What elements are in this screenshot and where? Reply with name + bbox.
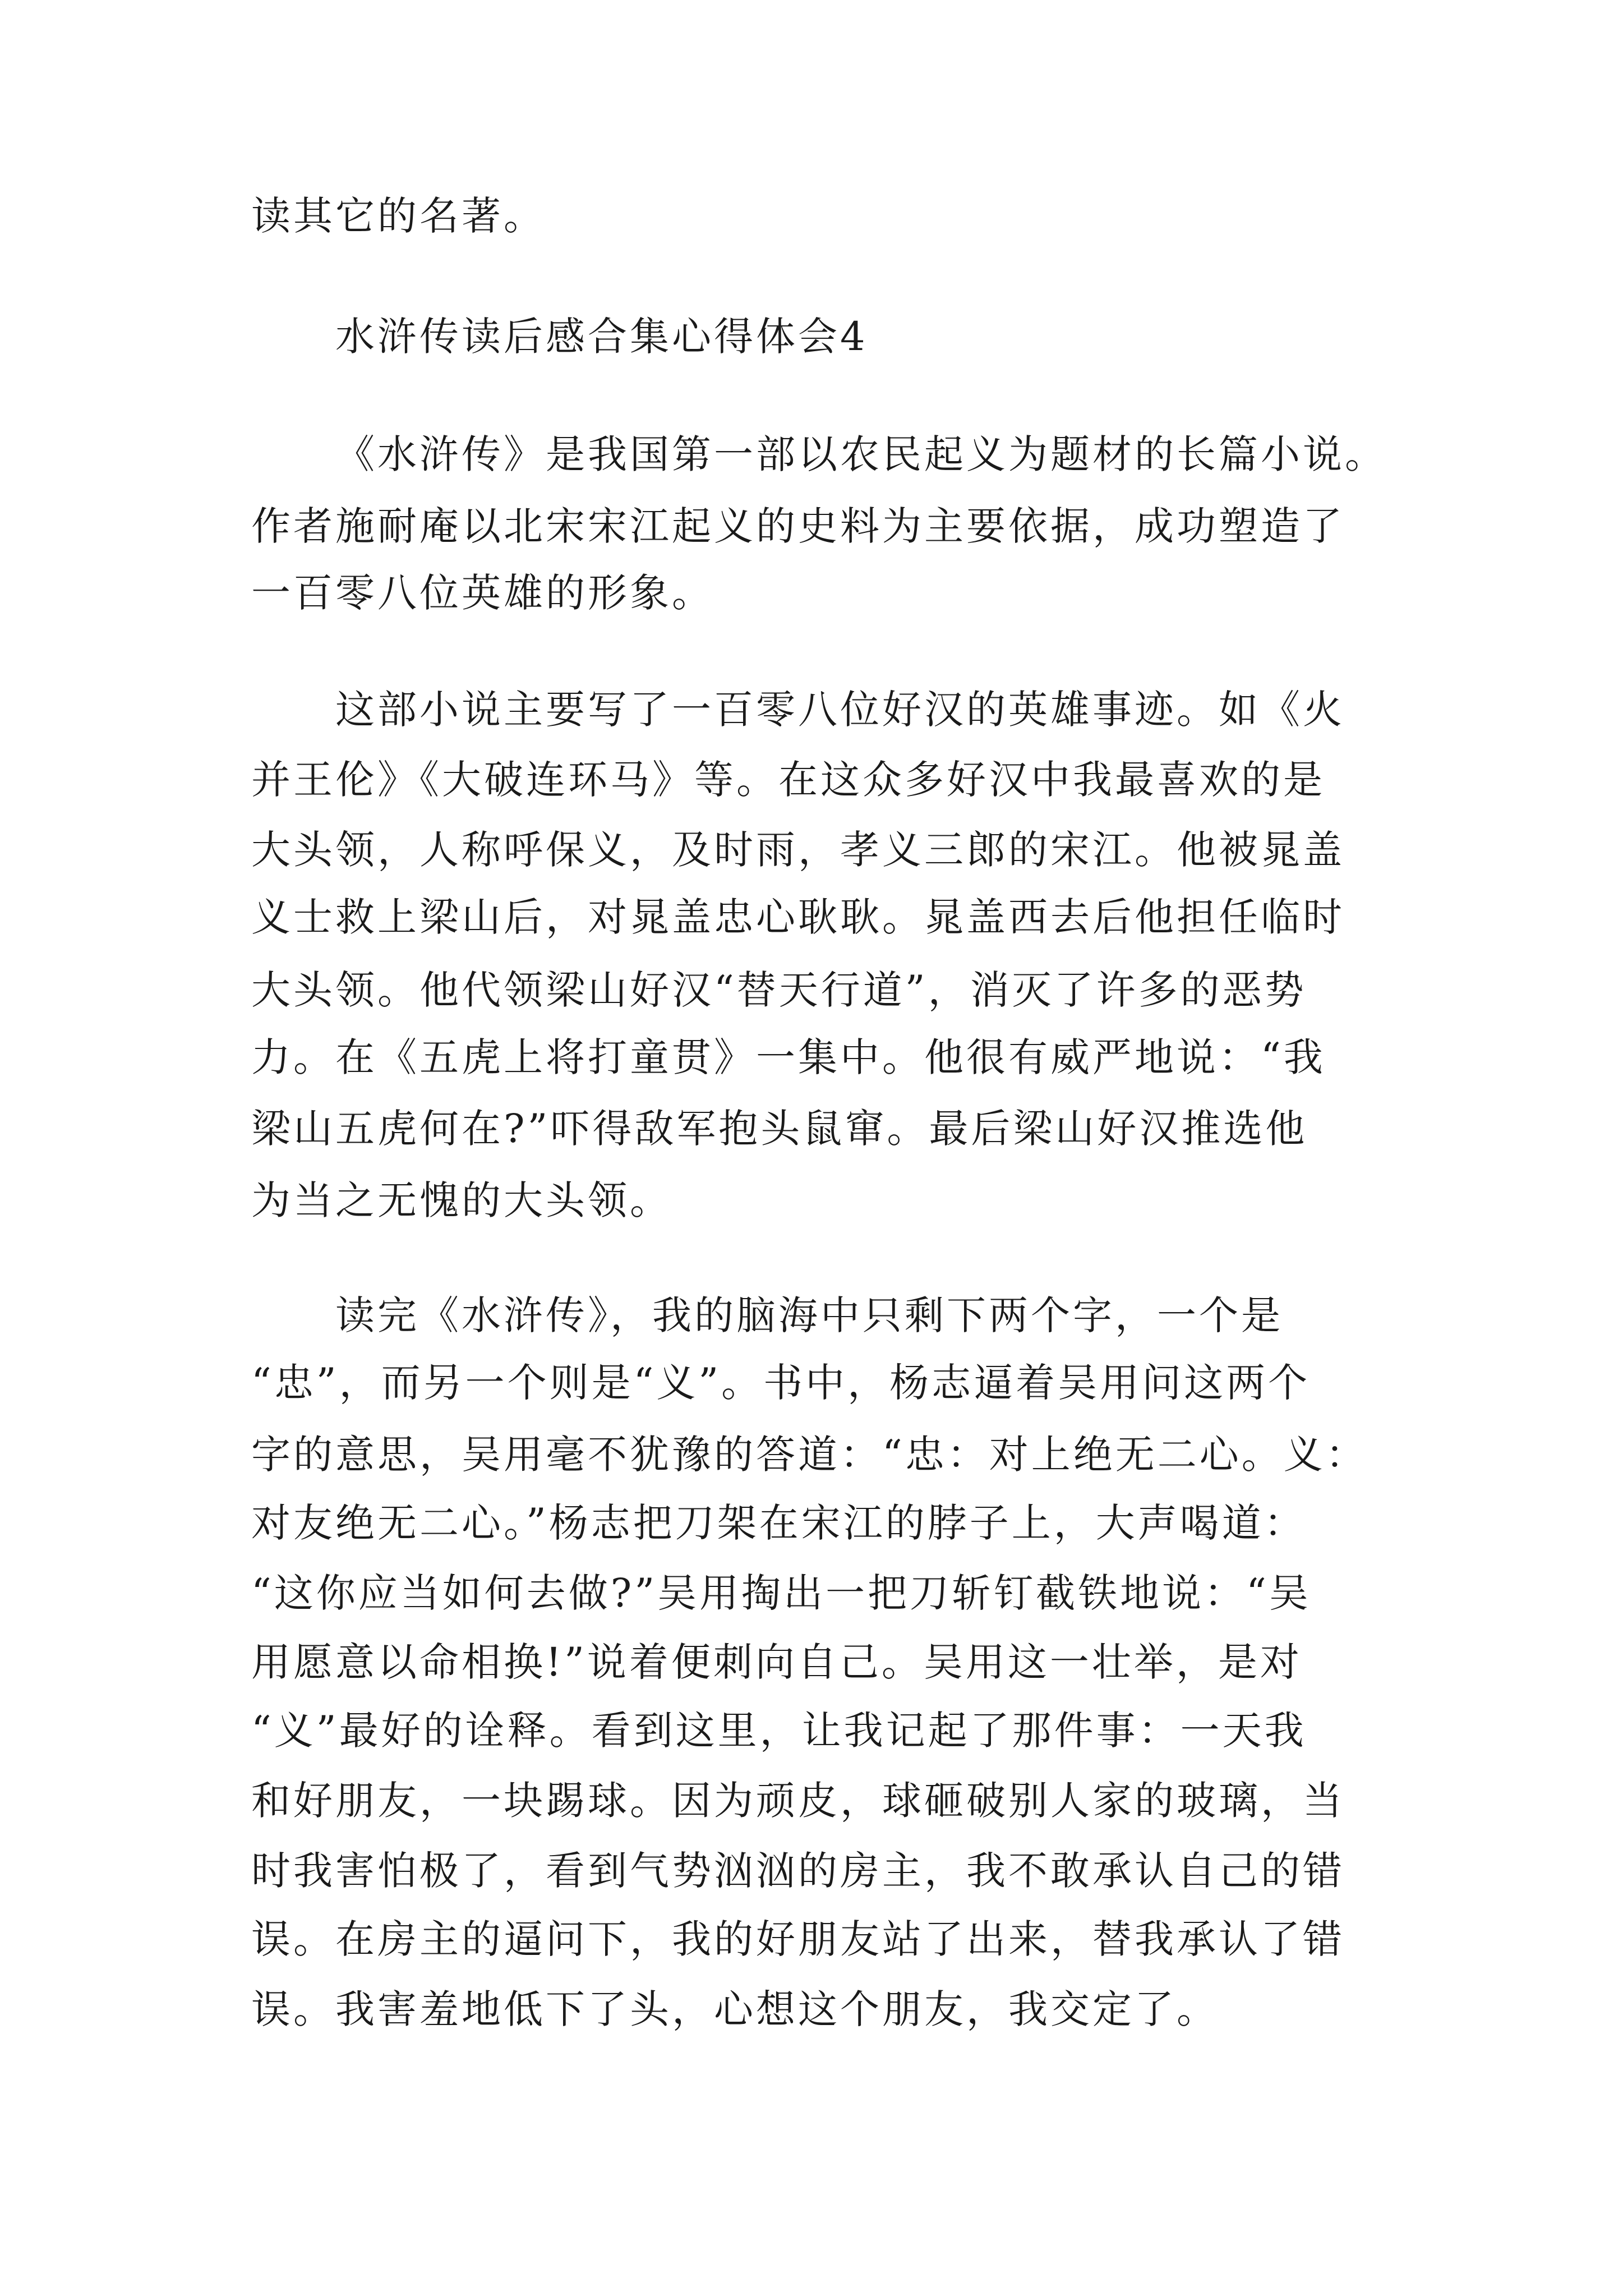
text-line: 这部小说主要写了一百零八位好汉的英雄事迹。如《火: [335, 687, 1345, 733]
text-line: 误。我害羞地低下了头，心想这个朋友，我交定了。: [251, 1986, 1219, 2032]
text-line: 义士救上梁山后，对晁盖忠心耿耿。晁盖西去后他担任临时: [251, 894, 1345, 940]
text-line: 大头领，人称呼保义，及时雨，孝义三郎的宋江。他被晁盖: [251, 827, 1345, 873]
section-heading: 水浒传读后感合集心得体会4: [335, 314, 868, 360]
text-line: 时我害怕极了，看到气势汹汹的房主，我不敢承认自己的错: [251, 1848, 1345, 1894]
text-line: 为当之无愧的大头领。: [251, 1177, 672, 1223]
text-line: “这你应当如何去做?”吴用掏出一把刀斩钉截铁地说：“吴: [251, 1570, 1311, 1616]
text-line: “义”最好的诠释。看到这里，让我记起了那件事：一天我: [251, 1708, 1307, 1754]
text-line: 字的意思，吴用毫不犹豫的答道：“忠：对上绝无二心。义：: [251, 1432, 1368, 1478]
text-line: 力。在《五虎上将打童贯》一集中。他很有威严地说：“我: [251, 1034, 1326, 1080]
text-line: 《水浒传》是我国第一部以农民起义为题材的长篇小说。: [335, 431, 1387, 477]
text-line: 用愿意以命相换!”说着便刺向自己。吴用这一壮举，是对: [251, 1639, 1302, 1685]
text-line: 并王伦》《大破连环马》等。在这众多好汉中我最喜欢的是: [251, 757, 1325, 803]
text-line: 一百零八位英雄的形象。: [251, 570, 714, 616]
text-line: 作者施耐庵以北宋宋江起义的史料为主要依据，成功塑造了: [251, 503, 1345, 549]
text-line: 读完《水浒传》，我的脑海中只剩下两个字，一个是: [335, 1292, 1283, 1338]
text-line: 大头领。他代领梁山好汉“替天行道”，消灭了许多的恶势: [251, 967, 1307, 1013]
text-line: 误。在房主的逼问下，我的好朋友站了出来，替我承认了错: [251, 1916, 1345, 1962]
text-line: 读其它的名著。: [251, 193, 546, 239]
text-line: 对友绝无二心。”杨志把刀架在宋江的脖子上，大声喝道：: [251, 1500, 1306, 1546]
text-line: “忠”，而另一个则是“义”。书中，杨志逼着吴用问这两个: [251, 1360, 1311, 1406]
text-line: 和好朋友，一块踢球。因为顽皮，球砸破别人家的玻璃，当: [251, 1778, 1345, 1824]
text-line: 梁山五虎何在?”吓得敌军抱头鼠窜。最后梁山好汉推选他: [251, 1106, 1308, 1152]
